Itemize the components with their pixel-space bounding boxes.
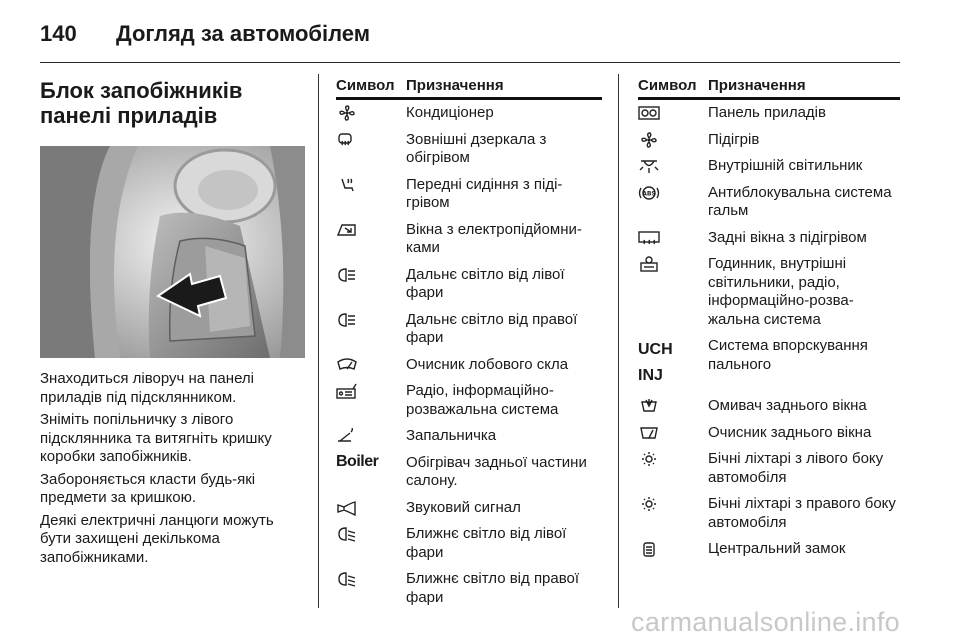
- symbol-cell: [638, 229, 708, 247]
- left-column: [40, 68, 305, 571]
- table-row: [336, 566, 602, 611]
- symbol-cell: [336, 525, 406, 543]
- rear-wiper-icon: [638, 425, 660, 441]
- section-title: Блок запобіжників панелі приладів: [40, 78, 243, 128]
- heated-seat-icon: [336, 177, 358, 193]
- watermark: carmanualsonline.info: [631, 607, 900, 637]
- table-row: [638, 420, 900, 447]
- low-beam-right-icon: [336, 571, 358, 587]
- table-row: [638, 180, 900, 225]
- symbol-table-2: [638, 74, 900, 563]
- power-window-icon: [336, 222, 358, 238]
- purpose-cell: Годинник, внутрішні світильники, радіо, інформаційно-розва-жальна система: [708, 255, 854, 328]
- table-row: [638, 536, 900, 563]
- wiper-icon: [336, 357, 358, 373]
- table-row: [336, 262, 602, 307]
- purpose-column-header: Призначення: [708, 77, 806, 94]
- interior-light-icon: [638, 158, 660, 174]
- dashboard-photo: [40, 146, 305, 358]
- table-row: [336, 450, 602, 495]
- purpose-cell: Дальнє світло від правої фари: [406, 310, 578, 346]
- symbol-cell: [336, 570, 406, 588]
- symbol-cell: [336, 311, 406, 329]
- purpose-cell: Система впорскування пального: [708, 337, 868, 373]
- purpose-cell: Зовнішні дзеркала з обігрівом: [406, 130, 547, 166]
- table-row: [336, 100, 602, 127]
- symbol-cell: [336, 382, 406, 400]
- table-row: [638, 491, 900, 536]
- high-beam-right-icon: [336, 312, 358, 328]
- table-row: [336, 307, 602, 352]
- running-title: Догляд за автомобілем: [116, 21, 371, 46]
- symbol-label: UCH INJ: [638, 341, 673, 384]
- page-number: 140: [40, 21, 77, 46]
- table-header: [336, 74, 602, 100]
- table-row: [336, 217, 602, 262]
- purpose-cell: Дальнє світло від лівої фари: [406, 265, 565, 301]
- fan-icon: [638, 132, 660, 148]
- radio-icon: [336, 383, 358, 399]
- purpose-cell: Задні вікна з підігрівом: [708, 228, 867, 246]
- symbol-column-header: Символ: [638, 77, 697, 94]
- table-row: [336, 378, 602, 423]
- table-row: [336, 423, 602, 450]
- low-beam-left-icon: [336, 526, 358, 542]
- table-row: [638, 225, 900, 252]
- svg-text:ABS: ABS: [642, 190, 656, 197]
- symbol-cell: [638, 255, 708, 273]
- table-row: [638, 393, 900, 420]
- symbol-cell: [336, 221, 406, 239]
- purpose-cell: Обігрівач задньої частини салону.: [406, 453, 587, 489]
- table-row: [638, 153, 900, 180]
- purpose-cell: Панель приладів: [708, 104, 826, 121]
- symbol-cell: [336, 499, 406, 517]
- paragraph: Знаходиться ліворуч на панелі приладів під підсклянником.: [40, 370, 254, 406]
- purpose-cell: Бічні ліхтарі з лівого боку автомобіля: [708, 450, 884, 486]
- side-light-left-icon: [638, 451, 660, 467]
- page-header: [40, 14, 370, 54]
- instrument-panel-icon: [638, 105, 660, 121]
- table-header: [638, 74, 900, 100]
- section-body: [40, 370, 305, 567]
- symbol-cell: [638, 450, 708, 468]
- rear-defrost-icon: [638, 230, 660, 246]
- purpose-cell: Звуковий сигнал: [406, 498, 521, 516]
- central-lock-icon: [638, 541, 660, 557]
- heated-mirror-icon: [336, 132, 358, 148]
- symbol-cell: [336, 176, 406, 194]
- purpose-cell: Запальничка: [406, 427, 497, 444]
- rear-washer-icon: [638, 398, 660, 414]
- purpose-cell: Кондиціонер: [406, 104, 494, 121]
- column-divider: [318, 74, 319, 608]
- column-divider: [618, 74, 619, 608]
- purpose-cell: Очисник лобового скла: [406, 355, 569, 373]
- purpose-cell: Бічні ліхтарі з правого боку автомобіля: [708, 495, 896, 531]
- clock-icon: [638, 256, 660, 272]
- symbol-cell: [336, 266, 406, 284]
- header-rule: [40, 62, 900, 63]
- symbol-cell: [336, 356, 406, 374]
- symbol-cell: [336, 104, 406, 122]
- symbol-table-1: [336, 74, 602, 611]
- purpose-cell: Підігрів: [708, 130, 760, 148]
- symbol-cell: [638, 397, 708, 415]
- symbol-cell: [638, 104, 708, 122]
- table-row: [336, 495, 602, 522]
- purpose-cell: Омивач заднього вікна: [708, 397, 867, 414]
- purpose-cell: Ближнє світло від лівої фари: [406, 525, 567, 561]
- fuse-box-location-image: [40, 146, 305, 358]
- symbol-cell: [638, 337, 708, 389]
- cigarette-lighter-icon: [336, 428, 358, 444]
- abs-icon: [638, 185, 660, 201]
- symbol-cell: [336, 131, 406, 149]
- fan-icon: [336, 105, 358, 121]
- table-row: [638, 127, 900, 154]
- symbol-cell: [638, 131, 708, 149]
- purpose-cell: Передні сидіння з піді-грівом: [406, 175, 563, 211]
- purpose-cell: Вікна з електропідйомни-ками: [406, 220, 582, 256]
- purpose-cell: Очисник заднього вікна: [708, 423, 872, 441]
- symbol-cell: [336, 427, 406, 445]
- symbol-cell: [638, 540, 708, 558]
- purpose-cell: Внутрішній світильник: [708, 157, 863, 174]
- table-row: [336, 127, 602, 172]
- symbol-cell: [638, 495, 708, 513]
- symbol-column-header: Символ: [336, 77, 395, 94]
- purpose-cell: Радіо, інформаційно-розважальна система: [406, 382, 559, 418]
- table-row: [638, 251, 900, 333]
- table-row: [336, 172, 602, 217]
- purpose-cell: Центральний замок: [708, 540, 846, 557]
- table-row: [638, 333, 900, 393]
- paragraph: Забороняється класти будь-які предмети за кришкою.: [40, 470, 256, 506]
- side-light-right-icon: [638, 496, 660, 512]
- symbol-cell: [336, 454, 406, 472]
- table-row: [336, 521, 602, 566]
- table-row: [638, 100, 900, 127]
- symbol-cell: [638, 157, 708, 175]
- purpose-cell: Ближнє світло від правої фари: [406, 570, 580, 606]
- symbol-label: Boiler: [336, 453, 379, 471]
- horn-icon: [336, 500, 358, 516]
- symbol-cell: [638, 184, 708, 202]
- paragraph: Деякі електричні ланцюги можуть бути захищені декількома запобіжниками.: [40, 511, 274, 566]
- table-row: [638, 446, 900, 491]
- table-row: [336, 352, 602, 379]
- high-beam-left-icon: [336, 267, 358, 283]
- symbol-cell: [638, 424, 708, 442]
- purpose-cell: Антиблокувальна система гальм: [708, 183, 892, 219]
- paragraph: Зніміть попільничку з лівого підсклянника та витягніть кришку коробки запобіжників.: [40, 411, 272, 465]
- purpose-column-header: Призначення: [406, 77, 504, 94]
